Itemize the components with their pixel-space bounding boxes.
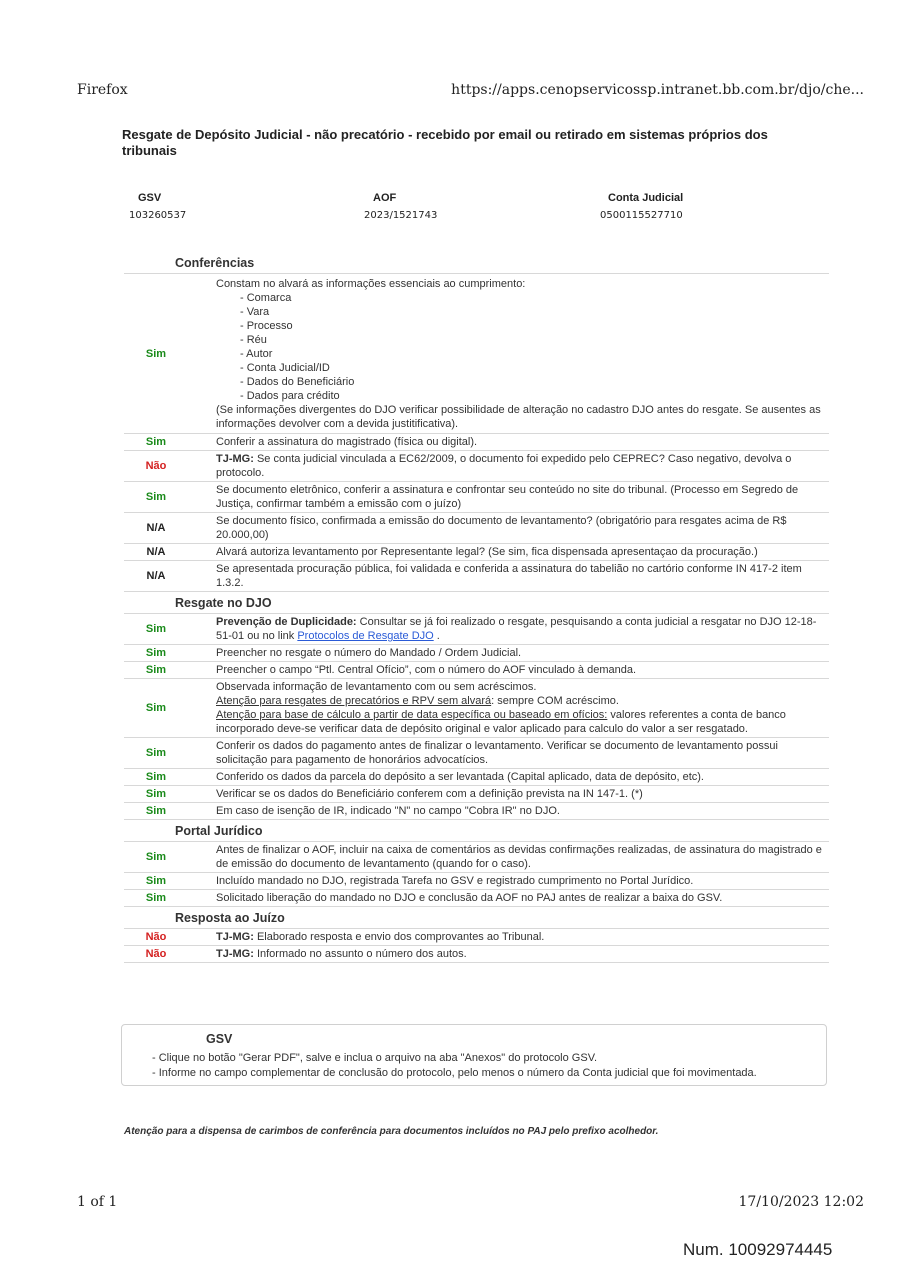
row-text: Preencher o campo “Ptl. Central Ofício”, com o número do AOF vinculado à demanda. [188, 662, 829, 679]
conta-column [608, 192, 683, 204]
row-tail: . [433, 630, 440, 642]
list-item: - Dados do Beneficiário [240, 375, 355, 388]
checklist-row [124, 803, 829, 820]
list-item: - Dados para crédito [240, 389, 340, 402]
checklist-row [124, 561, 829, 592]
status-badge: Sim [124, 738, 188, 769]
row-text: Incluído mandado no DJO, registrada Tarefa no GSV e registrado cumprimento no Portal Jurídico. [188, 873, 829, 890]
gsv-column [138, 192, 161, 204]
list-item: - Réu [240, 333, 267, 346]
aof-value: 2023/1521743 [364, 210, 438, 221]
checklist-row [124, 946, 829, 963]
checklist-row [124, 738, 829, 769]
status-badge: Sim [124, 803, 188, 820]
row-bold-prefix: TJ-MG: [216, 931, 254, 943]
row-text [188, 679, 829, 738]
row-text: Se documento eletrônico, conferir a assinatura e confrontar seu conteúdo no site do tribunal. (Processo em Segredo de Justiça, confirmar também a emissão com o juízo) [188, 482, 829, 513]
section-header-resgate [124, 592, 829, 614]
list-item: - Autor [240, 347, 273, 360]
row-bold-prefix: TJ-MG: [216, 948, 254, 960]
status-badge: Não [124, 451, 188, 482]
status-badge: Sim [124, 679, 188, 738]
row-text [188, 946, 829, 963]
page-url: https://apps.cenopservicossp.intranet.bb.com.br/djo/che... [451, 82, 864, 98]
browser-name: Firefox [77, 82, 128, 98]
aof-column [373, 192, 396, 204]
row-text: Verificar se os dados do Beneficiário conferem com a definição prevista na IN 147-1. (*) [188, 786, 829, 803]
row-text [188, 451, 829, 482]
checklist-row [124, 929, 829, 946]
checklist-row [124, 786, 829, 803]
list-item: - Comarca [240, 291, 292, 304]
row-body: Informado no assunto o número dos autos. [253, 948, 467, 960]
section-header-conferencias [124, 252, 829, 274]
row-text: Em caso de isenção de IR, indicado "N" no campo "Cobra IR" no DJO. [188, 803, 829, 820]
checklist-row [124, 769, 829, 786]
status-badge: Sim [124, 274, 188, 434]
row-body: Se conta judicial vinculada a EC62/2009, o documento foi expedido pelo CEPREC? Caso negativo, devolva o protocolo. [216, 453, 792, 479]
checklist-row [124, 890, 829, 907]
row-note: (Se informações divergentes do DJO verificar possibilidade de alteração no cadastro DJO antes do resgate. Se ausentes as informações devolver com a devida justitificativa). [216, 403, 821, 430]
status-badge: N/A [124, 544, 188, 561]
row-bold-prefix: TJ-MG: [216, 453, 254, 465]
status-badge: N/A [124, 561, 188, 592]
conta-value-col [600, 204, 683, 221]
row-bold-prefix: Prevenção de Duplicidade: [216, 616, 357, 628]
section-header-resposta [124, 907, 829, 929]
row-body: Consultar se já foi realizado o resgate, pesquisando a conta judicial a resgatar no DJO 12-18-51-01 ou no link [216, 616, 817, 642]
checklist-row [124, 842, 829, 873]
section-title: Resposta ao Juízo [124, 907, 829, 929]
checklist-row [124, 679, 829, 738]
status-badge: Sim [124, 614, 188, 645]
checklist-row [124, 274, 829, 434]
status-badge: Sim [124, 842, 188, 873]
row-line: valores referentes a conta de banco incorporado deve-se verificar data de depósito original e valor aplicado para calculo do valor a ser resgatado. [216, 709, 786, 735]
status-badge: Sim [124, 645, 188, 662]
checklist-row [124, 513, 829, 544]
checklist-row [124, 451, 829, 482]
list-item: - Vara [240, 305, 270, 318]
status-badge: N/A [124, 513, 188, 544]
row-text: Se documento físico, confirmada a emissão do documento de levantamento? (obrigatório para resgates acima de R$ 20.000,00) [188, 513, 829, 544]
row-text: Conferir a assinatura do magistrado (física ou digital). [188, 434, 829, 451]
page-title: Resgate de Depósito Judicial - não precatório - recebido por email ou retirado em sistemas próprios dos tribunais [122, 127, 768, 158]
status-badge: Sim [124, 769, 188, 786]
status-badge: Sim [124, 890, 188, 907]
checklist-row [124, 482, 829, 513]
print-datetime: 17/10/2023 12:02 [738, 1194, 864, 1210]
conta-value: 0500115527710 [600, 210, 683, 221]
section-title: Resgate no DJO [124, 592, 829, 614]
status-badge: Não [124, 946, 188, 963]
checklist-row [124, 645, 829, 662]
checklist-table [124, 252, 829, 963]
checklist-row [124, 873, 829, 890]
section-header-portal [124, 820, 829, 842]
row-text: Se apresentada procuração pública, foi validada e conferida a assinatura do tabelião no cartório conforme IN 417-2 item 1.3.2. [188, 561, 829, 592]
checklist-row [124, 614, 829, 645]
attention-note: Atenção para a dispensa de carimbos de conferência para documentos incluídos no PAJ pelo prefixo acolhedor. [124, 1126, 659, 1137]
list-item: - Processo [240, 319, 293, 332]
section-title: Portal Jurídico [124, 820, 829, 842]
gsv-value-col [129, 204, 186, 221]
row-text [188, 614, 829, 645]
gsv-instruction: - Clique no botão "Gerar PDF", salve e inclua o arquivo na aba "Anexos" do protocolo GSV. [152, 1052, 598, 1064]
aof-label: AOF [373, 192, 397, 204]
status-badge: Sim [124, 482, 188, 513]
aof-value-col [364, 204, 437, 221]
status-badge: Não [124, 929, 188, 946]
document-number: Num. 10092974445 [683, 1240, 833, 1259]
row-text: Preencher no resgate o número do Mandado / Ordem Judicial. [188, 645, 829, 662]
status-badge: Sim [124, 786, 188, 803]
row-body: Elaborado resposta e envio dos comprovantes ao Tribunal. [253, 931, 545, 943]
status-badge: Sim [124, 434, 188, 451]
status-badge: Sim [124, 662, 188, 679]
row-underlined: Atenção para resgates de precatórios e RPV sem alvará [216, 695, 492, 707]
checklist-row [124, 434, 829, 451]
list-item: - Conta Judicial/ID [240, 361, 330, 374]
page-count: 1 of 1 [77, 1194, 118, 1210]
row-text [188, 274, 829, 434]
row-text: Conferido os dados da parcela do depósito a ser levantada (Capital aplicado, data de depósito, etc). [188, 769, 829, 786]
gsv-box-title: GSV [206, 1032, 233, 1046]
checklist-row [124, 662, 829, 679]
row-text: Conferir os dados do pagamento antes de finalizar o levantamento. Verificar se documento de levantamento possui solicitação para pagamento de honorários advocatícios. [188, 738, 829, 769]
protocolos-resgate-link[interactable]: Protocolos de Resgate DJO [297, 630, 434, 642]
row-intro: Constam no alvará as informações essenciais ao cumprimento: [216, 277, 526, 290]
row-text: Alvará autoriza levantamento por Representante legal? (Se sim, fica dispensada apresentaçao da procuração.) [188, 544, 829, 561]
row-line: : sempre COM acréscimo. [491, 695, 619, 707]
conta-label: Conta Judicial [608, 192, 684, 204]
gsv-label: GSV [138, 192, 162, 204]
row-text: Antes de finalizar o AOF, incluir na caixa de comentários as devidas confirmações realizadas, de assinatura do magistrado e de emissão do documento de levantamento (quando for o caso). [188, 842, 829, 873]
row-text: Solicitado liberação do mandado no DJO e conclusão da AOF no PAJ antes de realizar a baixa do GSV. [188, 890, 829, 907]
row-line: Observada informação de levantamento com ou sem acréscimos. [216, 681, 537, 693]
gsv-instruction: - Informe no campo complementar de conclusão do protocolo, pelo menos o número da Conta judicial que foi movimentada. [152, 1067, 757, 1079]
section-title: Conferências [124, 252, 829, 274]
checklist-row [124, 544, 829, 561]
gsv-value: 103260537 [129, 210, 187, 221]
status-badge: Sim [124, 873, 188, 890]
row-underlined: Atenção para base de cálculo a partir de data específica ou baseado em ofícios: [216, 709, 608, 721]
gsv-instructions-box [121, 1024, 827, 1086]
row-text [188, 929, 829, 946]
